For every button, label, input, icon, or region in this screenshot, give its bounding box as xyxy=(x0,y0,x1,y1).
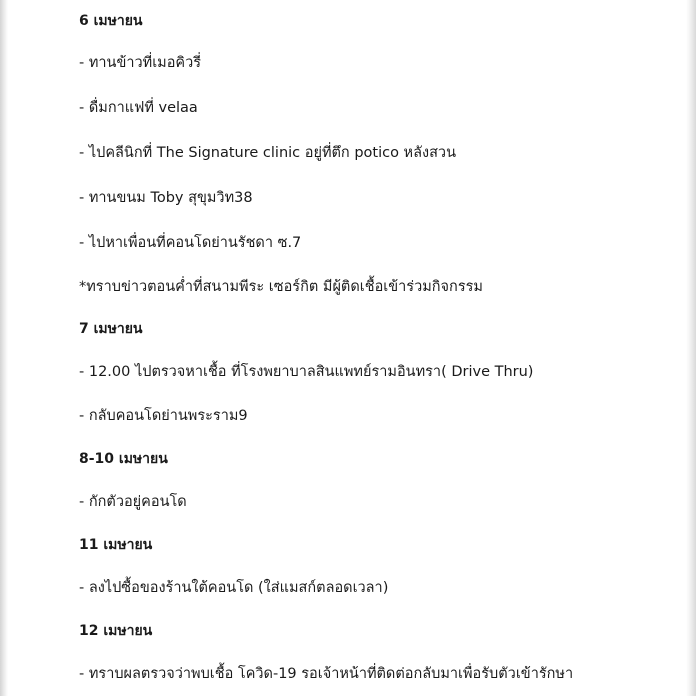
timeline-note: *ทราบข่าวตอนค่ำที่สนามพีระ เซอร์กิต มีผู้ติดเชื้อเข้าร่วมกิจกรรม xyxy=(79,279,483,295)
date-heading-apr-11: 11 เมษายน xyxy=(79,537,153,553)
date-heading-apr-12: 12 เมษายน xyxy=(79,623,153,639)
timeline-item: - ทานขนม Toby สุขุมวิท38 xyxy=(79,190,253,206)
timeline-item: - ทานข้าวที่เมอคิวรี่ xyxy=(79,55,202,71)
timeline-item: - ไปคลีนิกที่ The Signature clinic อยู่ที่ตึก potico หลังสวน xyxy=(79,145,456,161)
timeline-item: - ดื่มกาแฟที่ velaa xyxy=(79,100,198,116)
date-heading-apr-8-10: 8-10 เมษายน xyxy=(79,451,168,467)
timeline-item: - กักตัวอยู่คอนโด xyxy=(79,494,187,510)
page-edge-left xyxy=(0,0,8,696)
date-heading-apr-7: 7 เมษายน xyxy=(79,321,143,337)
timeline-item: - ทราบผลตรวจว่าพบเชื้อ โควิด-19 รอเจ้าหน้าที่ติดต่อกลับมาเพื่อรับตัวเข้ารักษา xyxy=(79,666,574,682)
timeline-item: - ไปหาเพื่อนที่คอนโดย่านรัชดา ซ.7 xyxy=(79,235,302,251)
date-heading-apr-6: 6 เมษายน xyxy=(79,13,143,29)
timeline-item: - ลงไปซื้อของร้านใต้คอนโด (ใส่แมสก์ตลอดเวลา) xyxy=(79,580,389,596)
timeline-item: - 12.00 ไปตรวจหาเชื้อ ที่โรงพยาบาลสินแพทย์รามอินทรา( Drive Thru) xyxy=(79,364,534,380)
page-edge-right xyxy=(686,0,696,696)
timeline-item: - กลับคอนโดย่านพระราม9 xyxy=(79,408,248,424)
